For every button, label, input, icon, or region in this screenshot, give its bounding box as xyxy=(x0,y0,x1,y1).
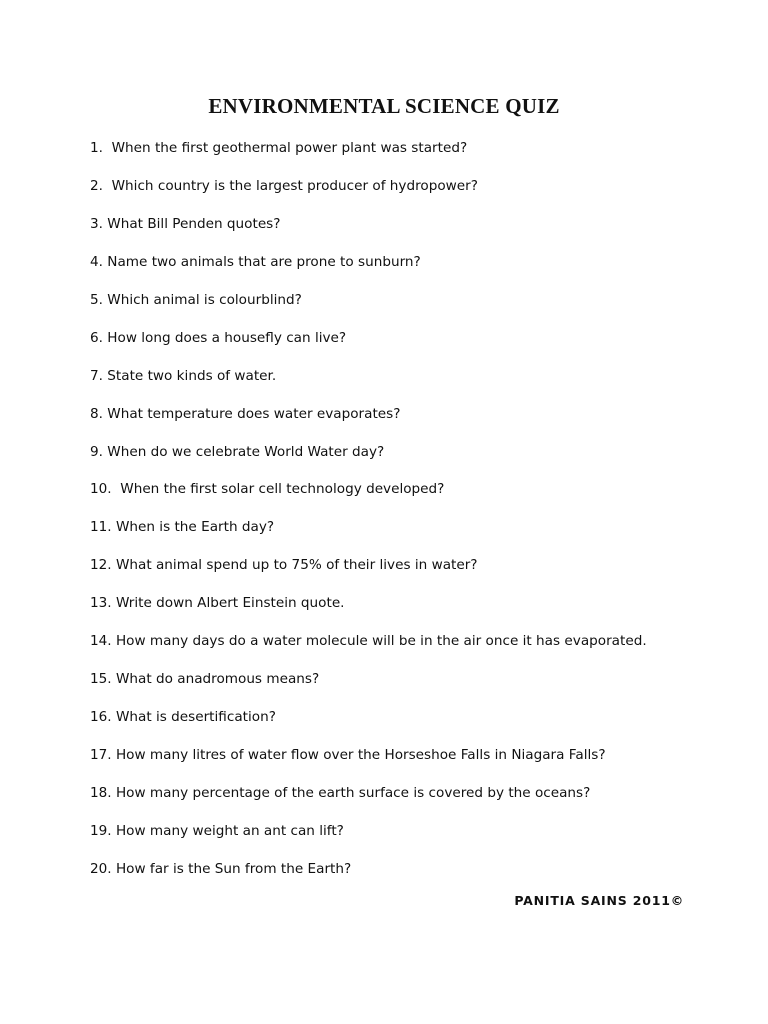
question-17: 17. How many litres of water flow over the Horseshoe Falls in Niagara Falls? xyxy=(90,747,606,763)
footer-credit: PANITIA SAINS 2011© xyxy=(514,893,684,908)
question-4: 4. Name two animals that are prone to sunburn? xyxy=(90,253,421,270)
question-7: 7. State two kinds of water. xyxy=(90,367,277,384)
question-3: 3. What Bill Penden quotes? xyxy=(90,215,281,232)
question-10: 10. When the first solar cell technology developed? xyxy=(90,481,445,498)
question-5: 5. Which animal is colourblind? xyxy=(90,291,302,308)
question-12: 12. What animal spend up to 75% of their lives in water? xyxy=(90,557,478,574)
question-20: 20. How far is the Sun from the Earth? xyxy=(90,860,352,877)
question-18: 18. How many percentage of the earth surface is covered by the oceans? xyxy=(90,784,591,801)
question-16: 16. What is desertification? xyxy=(90,709,276,726)
question-8: 8. What temperature does water evaporates? xyxy=(90,405,401,422)
question-6: 6. How long does a housefly can live? xyxy=(90,329,347,346)
question-19: 19. How many weight an ant can lift? xyxy=(90,822,344,839)
question-1: 1. When the first geothermal power plant was started? xyxy=(90,140,468,156)
question-11: 11. When is the Earth day? xyxy=(90,519,275,536)
question-9: 9. When do we celebrate World Water day? xyxy=(90,443,385,460)
question-15: 15. What do anadromous means? xyxy=(90,671,320,688)
question-13: 13. Write down Albert Einstein quote. xyxy=(90,595,345,612)
question-2: 2. Which country is the largest producer of hydropower? xyxy=(90,177,478,194)
question-14: 14. How many days do a water molecule will be in the air once it has evaporated. xyxy=(90,633,647,650)
question-list xyxy=(90,137,730,896)
page-title: ENVIRONMENTAL SCIENCE QUIZ xyxy=(208,94,560,118)
